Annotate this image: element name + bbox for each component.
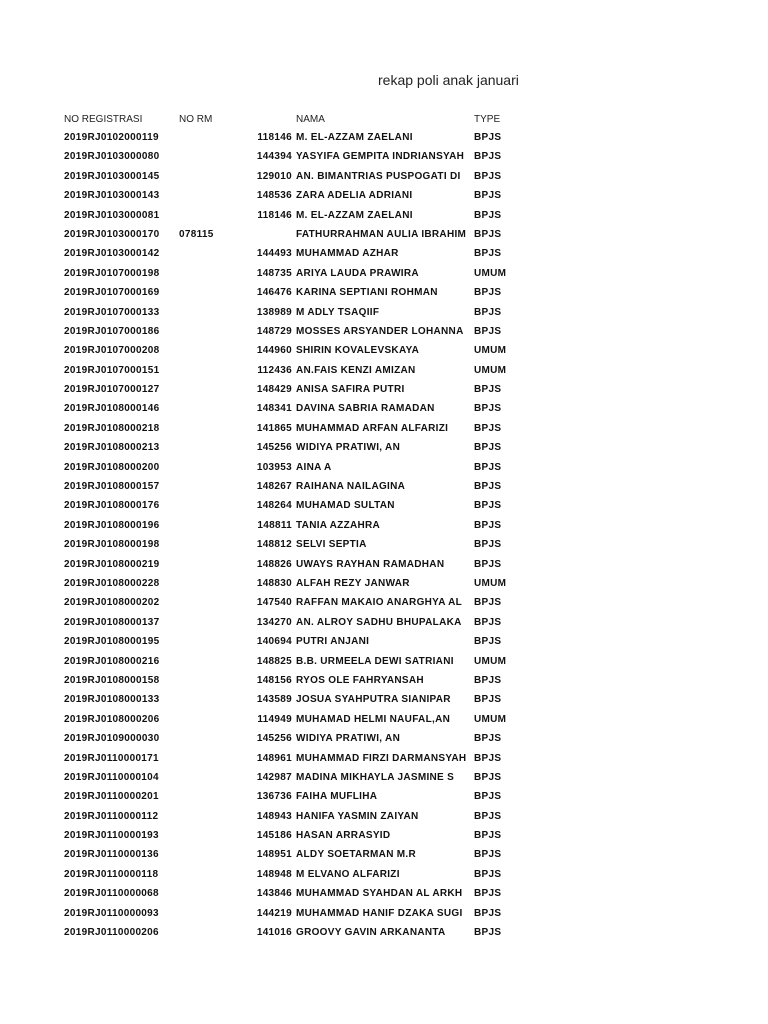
- cell-no-rm: 148811: [257, 519, 292, 531]
- cell-no-rm: 148826: [256, 558, 292, 570]
- cell-no-rm: 145256: [256, 442, 292, 454]
- cell-type: BPJS: [474, 616, 502, 628]
- cell-type: BPJS: [474, 209, 502, 221]
- cell-type: BPJS: [474, 868, 502, 880]
- table-row: [0, 830, 768, 849]
- cell-type: BPJS: [474, 674, 502, 686]
- cell-no-rm: 129010: [256, 170, 292, 182]
- cell-type: BPJS: [474, 325, 502, 337]
- cell-no-rm: 148156: [256, 674, 292, 686]
- cell-no-registrasi: 2019RJ0103000143: [64, 190, 160, 202]
- cell-no-registrasi: 2019RJ0102000119: [64, 132, 159, 143]
- table-row: [0, 694, 768, 713]
- table-row: [0, 151, 768, 170]
- table-row: [0, 791, 768, 810]
- cell-nama: ALDY SOETARMAN M.R: [296, 849, 417, 861]
- cell-type: BPJS: [474, 248, 502, 260]
- cell-nama: AINA A: [296, 461, 332, 473]
- cell-no-rm: 144960: [256, 345, 292, 357]
- header-no-registrasi: NO REGISTRASI: [64, 114, 143, 125]
- table-row: [0, 714, 768, 733]
- table-row: [0, 753, 768, 772]
- cell-no-rm: 141016: [256, 927, 292, 939]
- cell-nama: JOSUA SYAHPUTRA SIANIPAR: [296, 694, 451, 706]
- cell-nama: KARINA SEPTIANI ROHMAN: [296, 287, 438, 299]
- cell-no-registrasi: 2019RJ0107000151: [64, 364, 160, 376]
- table-row: [0, 229, 768, 248]
- table-row: [0, 578, 768, 597]
- cell-no-rm: 148943: [256, 810, 292, 822]
- cell-type: BPJS: [474, 500, 502, 512]
- cell-no-rm: 148729: [256, 325, 292, 337]
- cell-nama: DAVINA SABRIA RAMADAN: [296, 403, 435, 415]
- cell-no-registrasi: 2019RJ0108000195: [64, 636, 160, 648]
- table-row: [0, 869, 768, 888]
- cell-no-registrasi: 2019RJ0108000218: [64, 422, 160, 434]
- table-row: [0, 462, 768, 481]
- cell-nama: WIDIYA PRATIWI, AN: [296, 442, 401, 454]
- cell-nama: FATHURRAHMAN AULIA IBRAHIM: [296, 228, 467, 240]
- cell-no-rm: 114949: [257, 713, 292, 725]
- table-row: [0, 423, 768, 442]
- cell-no-registrasi: 2019RJ0108000206: [64, 713, 160, 725]
- cell-no-registrasi: 2019RJ0109000030: [64, 733, 160, 745]
- table-row: [0, 520, 768, 539]
- table-row: [0, 597, 768, 616]
- cell-nama: YASYIFA GEMPITA INDRIANSYAH: [296, 151, 465, 163]
- cell-no-rm: 148812: [256, 539, 292, 551]
- cell-no-rm: 148536: [256, 190, 292, 202]
- cell-no-registrasi: 2019RJ0110000171: [64, 752, 159, 764]
- cell-no-registrasi: 2019RJ0108000213: [64, 442, 160, 454]
- cell-type: BPJS: [474, 558, 502, 570]
- cell-no-registrasi: 2019RJ0110000193: [64, 830, 159, 842]
- cell-nama: ZARA ADELIA ADRIANI: [296, 190, 413, 202]
- cell-no-rm: 134270: [256, 616, 292, 628]
- cell-no-registrasi: 2019RJ0103000142: [64, 248, 160, 260]
- cell-type: UMUM: [474, 364, 507, 376]
- cell-type: UMUM: [474, 577, 507, 589]
- cell-no-registrasi: 2019RJ0110000068: [64, 888, 159, 900]
- table-body: [0, 132, 768, 946]
- cell-no-rm: 144219: [256, 907, 292, 919]
- cell-nama: MUHAMMAD HANIF DZAKA SUGI: [296, 907, 463, 919]
- cell-no-registrasi: 2019RJ0108000137: [64, 616, 160, 628]
- cell-no-rm: 103953: [256, 461, 292, 473]
- table-header: [0, 114, 768, 128]
- cell-no-registrasi: 2019RJ0108000146: [64, 403, 160, 415]
- table-row: [0, 248, 768, 267]
- cell-no-registrasi: 2019RJ0107000198: [64, 267, 160, 279]
- cell-no-registrasi: 2019RJ0108000202: [64, 597, 160, 609]
- cell-no-registrasi: 2019RJ0108000198: [64, 539, 160, 551]
- cell-no-registrasi: 2019RJ0103000170: [64, 228, 160, 240]
- cell-nama: MUHAMAD SULTAN: [296, 500, 395, 512]
- cell-type: BPJS: [474, 888, 502, 900]
- cell-nama: M ADLY TSAQIIF: [296, 306, 380, 318]
- cell-type: BPJS: [474, 907, 502, 919]
- cell-no-registrasi: 2019RJ0110000093: [64, 907, 159, 919]
- cell-nama: MUHAMAD HELMI NAUFAL,AN: [296, 713, 451, 725]
- cell-type: BPJS: [474, 519, 502, 531]
- cell-nama: M ELVANO ALFARIZI: [296, 868, 400, 880]
- cell-no-rm: 145256: [256, 733, 292, 745]
- table-row: [0, 190, 768, 209]
- cell-type: BPJS: [474, 132, 502, 143]
- cell-no-registrasi: 2019RJ0108000158: [64, 674, 160, 686]
- cell-no-registrasi: 2019RJ0108000157: [64, 481, 160, 493]
- cell-no-registrasi: 2019RJ0110000112: [64, 810, 159, 822]
- cell-nama: AN. BIMANTRIAS PUSPOGATI DI: [296, 170, 461, 182]
- table-row: [0, 733, 768, 752]
- table-row: [0, 268, 768, 287]
- cell-type: BPJS: [474, 771, 502, 783]
- cell-no-rm: 148948: [256, 868, 292, 880]
- table-row: [0, 539, 768, 558]
- cell-no-registrasi: 2019RJ0103000081: [64, 209, 160, 221]
- cell-nama: B.B. URMEELA DEWI SATRIANI: [296, 655, 454, 667]
- table-row: [0, 559, 768, 578]
- table-row: [0, 307, 768, 326]
- cell-nama: PUTRI ANJANI: [296, 636, 370, 648]
- cell-no-rm: 148267: [256, 481, 292, 493]
- cell-no-rm: 141865: [256, 422, 292, 434]
- cell-nama: MADINA MIKHAYLA JASMINE S: [296, 771, 455, 783]
- cell-nama: WIDIYA PRATIWI, AN: [296, 733, 401, 745]
- header-no-rm: NO RM: [179, 114, 213, 125]
- cell-type: UMUM: [474, 345, 507, 357]
- cell-no-rm: 143846: [256, 888, 292, 900]
- cell-no-registrasi: 2019RJ0108000196: [64, 519, 160, 531]
- cell-no-rm: 148961: [256, 752, 292, 764]
- cell-no-rm: 118146: [257, 132, 292, 143]
- cell-no-rm: 148429: [256, 384, 292, 396]
- cell-no-registrasi: 2019RJ0110000104: [64, 771, 159, 783]
- cell-no-registrasi: 2019RJ0110000201: [64, 791, 159, 803]
- cell-nama: GROOVY GAVIN ARKANANTA: [296, 927, 446, 939]
- cell-no-rm: 144394: [256, 151, 292, 163]
- cell-no-rm: 145186: [256, 830, 292, 842]
- cell-no-registrasi: 2019RJ0108000133: [64, 694, 160, 706]
- table-row: [0, 384, 768, 403]
- cell-nama: AN.FAIS KENZI AMIZAN: [296, 364, 416, 376]
- table-row: [0, 888, 768, 907]
- cell-no-registrasi: 2019RJ0107000133: [64, 306, 160, 318]
- table-row: [0, 132, 768, 151]
- cell-no-registrasi: 2019RJ0108000228: [64, 577, 160, 589]
- cell-type: BPJS: [474, 597, 502, 609]
- cell-type: BPJS: [474, 636, 502, 648]
- cell-nama: HANIFA YASMIN ZAIYAN: [296, 810, 419, 822]
- cell-no-registrasi: 2019RJ0108000216: [64, 655, 160, 667]
- table-row: [0, 927, 768, 946]
- cell-type: BPJS: [474, 190, 502, 202]
- cell-type: BPJS: [474, 228, 502, 240]
- cell-type: BPJS: [474, 422, 502, 434]
- cell-nama: TANIA AZZAHRA: [296, 519, 381, 531]
- cell-type: BPJS: [474, 830, 502, 842]
- table-row: [0, 442, 768, 461]
- cell-no-rm: 148951: [256, 849, 292, 861]
- cell-no-rm: 148735: [256, 267, 292, 279]
- cell-no-registrasi: 2019RJ0110000206: [64, 927, 159, 939]
- cell-no-rm: 142987: [256, 771, 292, 783]
- cell-type: UMUM: [474, 267, 507, 279]
- table-row: [0, 287, 768, 306]
- cell-no-rm: 143589: [256, 694, 292, 706]
- cell-nama: MOSSES ARSYANDER LOHANNA: [296, 325, 464, 337]
- cell-no-registrasi: 2019RJ0107000127: [64, 384, 160, 396]
- cell-nama: ALFAH REZY JANWAR: [296, 577, 410, 589]
- cell-type: BPJS: [474, 752, 502, 764]
- cell-nama: HASAN ARRASYID: [296, 830, 391, 842]
- cell-nama: ANISA SAFIRA PUTRI: [296, 384, 405, 396]
- table-row: [0, 636, 768, 655]
- cell-type: BPJS: [474, 694, 502, 706]
- cell-nama: MUHAMMAD SYAHDAN AL ARKH: [296, 888, 463, 900]
- cell-no-registrasi: 2019RJ0103000145: [64, 170, 160, 182]
- cell-type: UMUM: [474, 713, 507, 725]
- cell-nama: M. EL-AZZAM ZAELANI: [296, 209, 413, 221]
- cell-type: BPJS: [474, 287, 502, 299]
- cell-no-rm: 148830: [256, 577, 292, 589]
- cell-no-registrasi: 2019RJ0108000219: [64, 558, 160, 570]
- cell-type: BPJS: [474, 403, 502, 415]
- cell-no-registrasi: 2019RJ0110000136: [64, 849, 159, 861]
- table-row: [0, 365, 768, 384]
- cell-type: BPJS: [474, 151, 502, 163]
- header-type: TYPE: [474, 114, 501, 125]
- cell-type: BPJS: [474, 461, 502, 473]
- cell-no-rm: 148341: [256, 403, 292, 415]
- header-nama: NAMA: [296, 114, 325, 125]
- cell-no-registrasi: 2019RJ0107000208: [64, 345, 160, 357]
- table-row: [0, 675, 768, 694]
- table-row: [0, 849, 768, 868]
- cell-type: BPJS: [474, 384, 502, 396]
- cell-type: BPJS: [474, 927, 502, 939]
- cell-no-rm: 138989: [256, 306, 292, 318]
- page-title: rekap poli anak januari: [378, 72, 519, 88]
- cell-type: BPJS: [474, 170, 502, 182]
- cell-no-rm: 112436: [257, 364, 292, 376]
- table-row: [0, 772, 768, 791]
- cell-no-rm: 144493: [256, 248, 292, 260]
- cell-no-rm: 147540: [256, 597, 292, 609]
- cell-type: UMUM: [474, 655, 507, 667]
- cell-type: BPJS: [474, 306, 502, 318]
- table-row: [0, 811, 768, 830]
- cell-type: BPJS: [474, 733, 502, 745]
- cell-no-registrasi: 2019RJ0108000176: [64, 500, 160, 512]
- table-row: [0, 210, 768, 229]
- cell-nama: RAFFAN MAKAIO ANARGHYA AL: [296, 597, 463, 609]
- cell-no-registrasi: 2019RJ0107000169: [64, 287, 160, 299]
- table-row: [0, 656, 768, 675]
- cell-nama: RYOS OLE FAHRYANSAH: [296, 674, 424, 686]
- cell-nama: MUHAMMAD ARFAN ALFARIZI: [296, 422, 449, 434]
- table-row: [0, 908, 768, 927]
- cell-nama: M. EL-AZZAM ZAELANI: [296, 132, 413, 143]
- cell-nama: ARIYA LAUDA PRAWIRA: [296, 267, 419, 279]
- cell-no-rm: 136736: [256, 791, 292, 803]
- cell-no-registrasi: 2019RJ0103000080: [64, 151, 160, 163]
- cell-type: BPJS: [474, 442, 502, 454]
- cell-type: BPJS: [474, 481, 502, 493]
- table-row: [0, 481, 768, 500]
- cell-no-rm: 148825: [256, 655, 292, 667]
- cell-nama: SELVI SEPTIA: [296, 539, 367, 551]
- cell-no-rm: 146476: [256, 287, 292, 299]
- cell-nama: SHIRIN KOVALEVSKAYA: [296, 345, 420, 357]
- table-row: [0, 617, 768, 636]
- cell-nama: MUHAMMAD FIRZI DARMANSYAH: [296, 752, 467, 764]
- table-row: [0, 403, 768, 422]
- cell-nama: RAIHANA NAILAGINA: [296, 481, 406, 493]
- cell-no-registrasi: 2019RJ0107000186: [64, 325, 160, 337]
- cell-type: BPJS: [474, 810, 502, 822]
- cell-type: BPJS: [474, 791, 502, 803]
- cell-no-registrasi: 2019RJ0110000118: [64, 868, 159, 880]
- cell-no-rm: 078115: [179, 228, 214, 240]
- cell-nama: FAIHA MUFLIHA: [296, 791, 378, 803]
- cell-nama: MUHAMMAD AZHAR: [296, 248, 399, 260]
- table-row: [0, 500, 768, 519]
- cell-type: BPJS: [474, 849, 502, 861]
- cell-no-rm: 140694: [256, 636, 292, 648]
- cell-type: BPJS: [474, 539, 502, 551]
- table-row: [0, 345, 768, 364]
- table-row: [0, 171, 768, 190]
- cell-no-registrasi: 2019RJ0108000200: [64, 461, 160, 473]
- cell-no-rm: 148264: [256, 500, 292, 512]
- cell-nama: UWAYS RAYHAN RAMADHAN: [296, 558, 445, 570]
- cell-no-rm: 118146: [257, 209, 292, 221]
- table-row: [0, 326, 768, 345]
- cell-nama: AN. ALROY SADHU BHUPALAKA: [296, 616, 462, 628]
